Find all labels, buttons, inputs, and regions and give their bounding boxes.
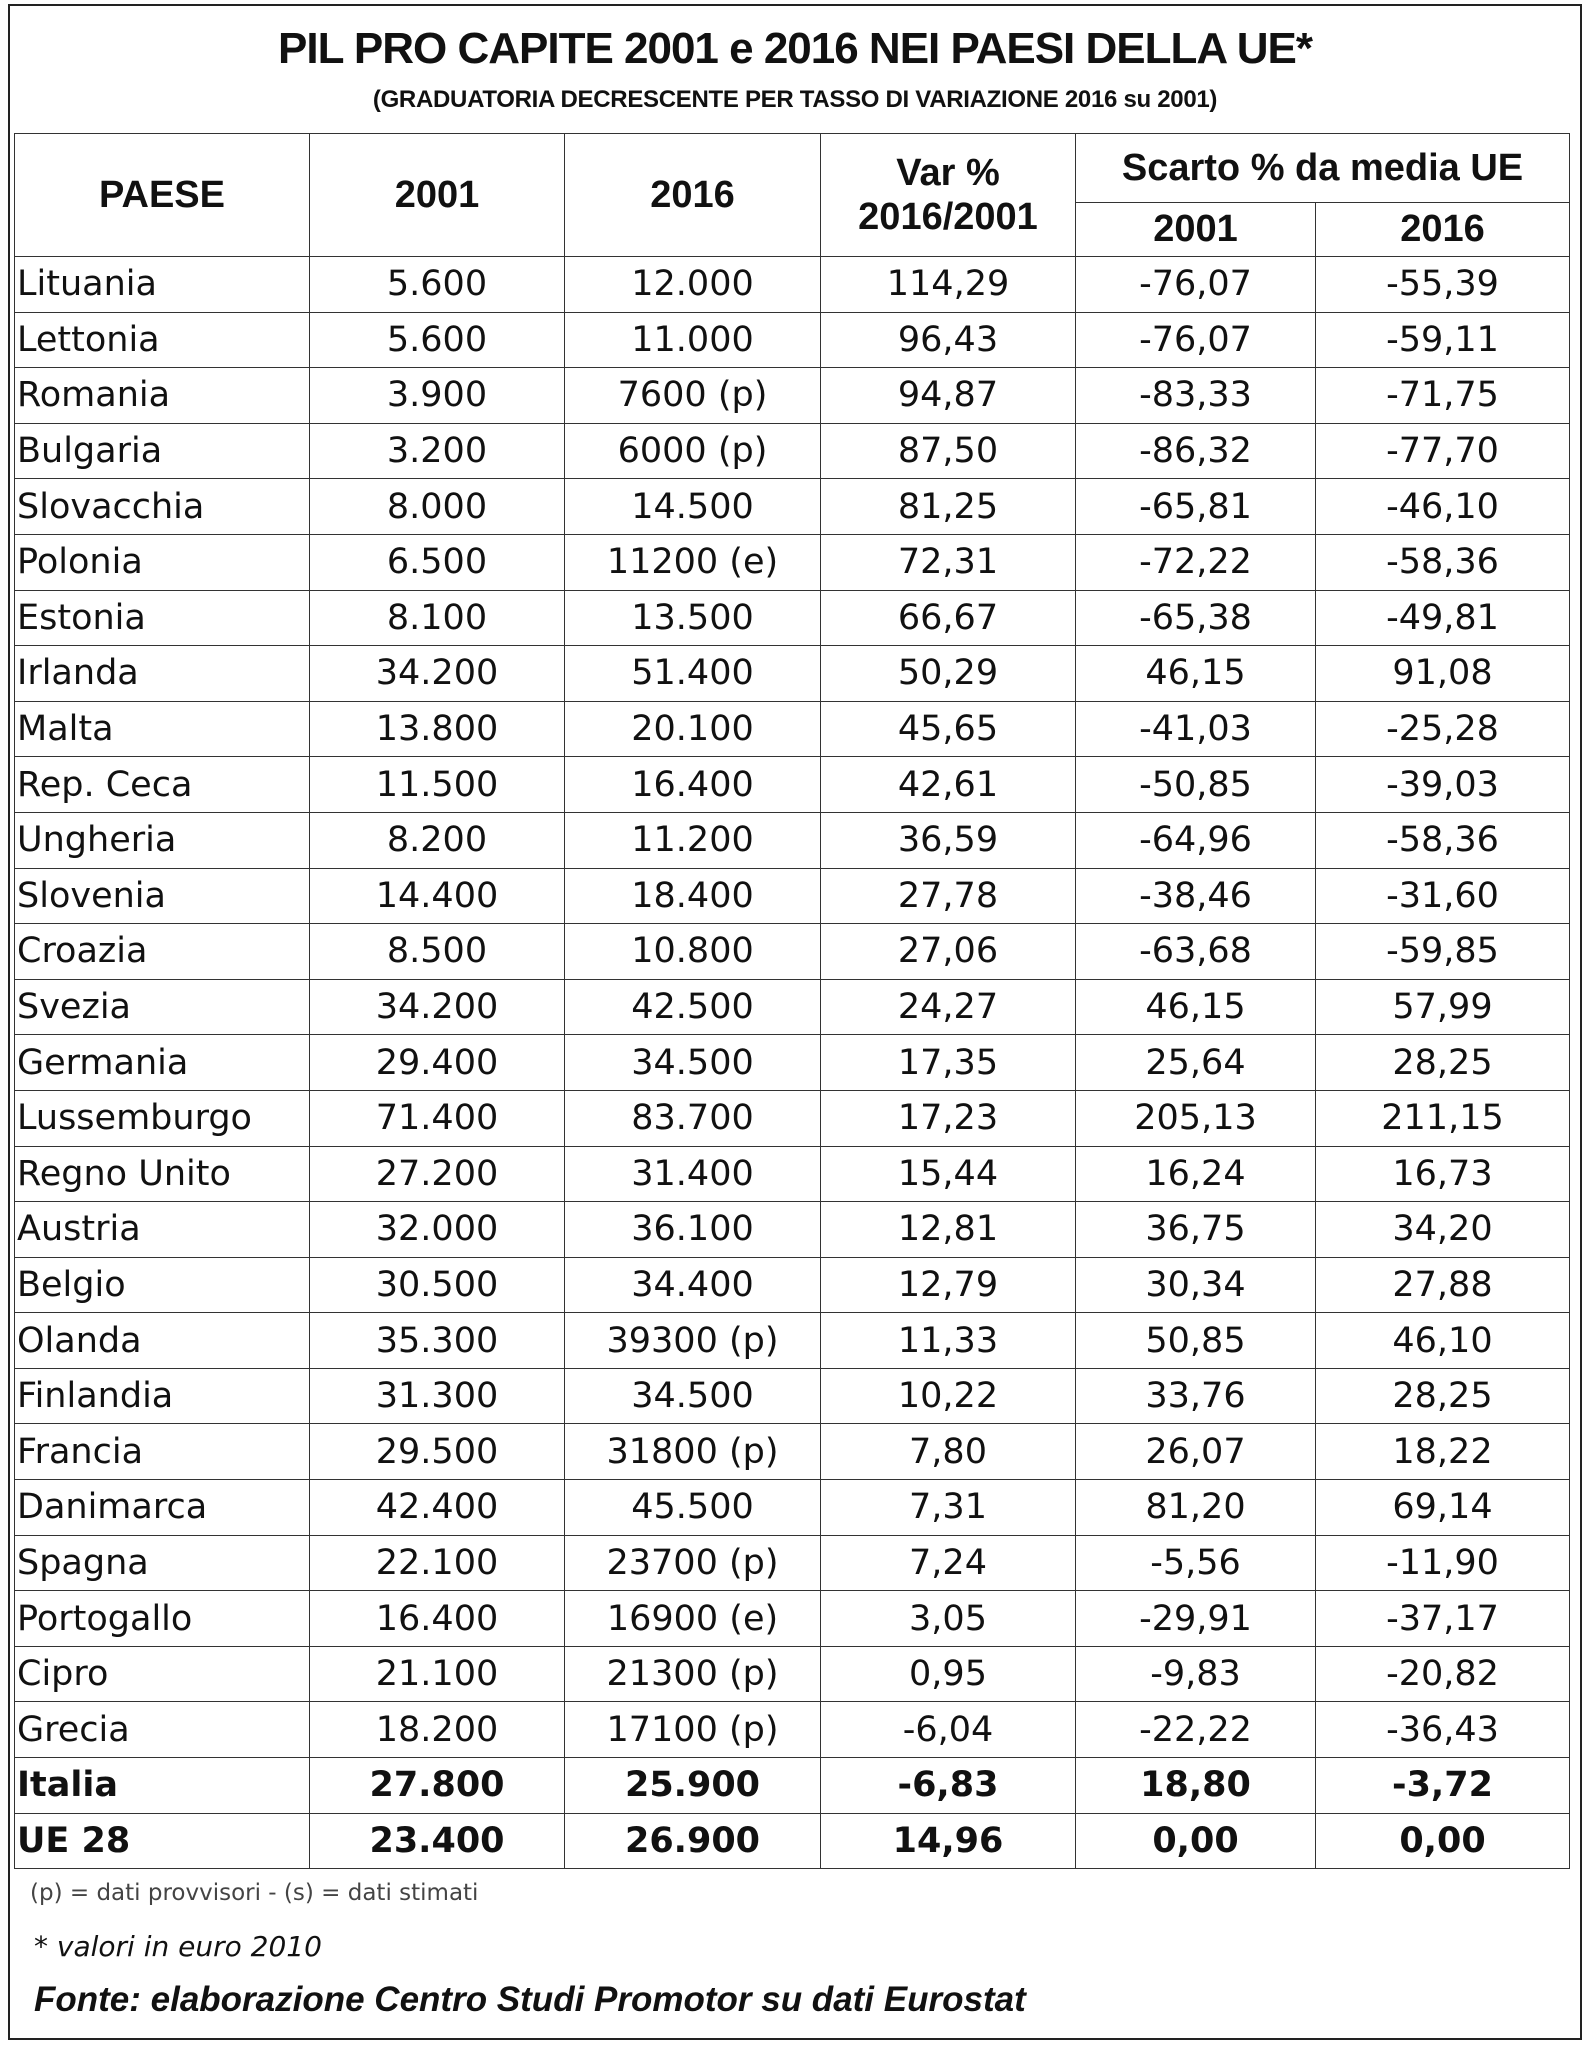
- cell-scarto-2001: -83,33: [1076, 368, 1316, 424]
- source-note: Fonte: elaborazione Centro Studi Promotor su dati Eurostat: [34, 1980, 1026, 2019]
- cell-var: 10,22: [821, 1368, 1076, 1424]
- header-var-line1: Var %: [896, 152, 1000, 194]
- table-row: [15, 979, 1570, 1035]
- cell-var: 42,61: [821, 757, 1076, 813]
- cell-scarto-2016: 27,88: [1316, 1257, 1570, 1313]
- cell-scarto-2001: 46,15: [1076, 979, 1316, 1035]
- header-2016: 2016: [565, 134, 821, 257]
- cell-paese: Finlandia: [15, 1368, 310, 1424]
- cell-var: 17,35: [821, 1035, 1076, 1091]
- cell-2016: 21300 (p): [565, 1646, 821, 1702]
- table-row: [15, 924, 1570, 980]
- page-title: PIL PRO CAPITE 2001 e 2016 NEI PAESI DELLA UE*: [278, 24, 1312, 73]
- table-row: [15, 1535, 1570, 1591]
- cell-2001: 23.400: [310, 1813, 565, 1869]
- header-scarto-2001: 2001: [1076, 203, 1316, 257]
- cell-2016: 17100 (p): [565, 1702, 821, 1758]
- cell-2016: 34.500: [565, 1035, 821, 1091]
- cell-var: 36,59: [821, 812, 1076, 868]
- cell-scarto-2016: 28,25: [1316, 1368, 1570, 1424]
- cell-scarto-2016: 34,20: [1316, 1202, 1570, 1258]
- footnote-currency: * valori in euro 2010: [34, 1930, 322, 1963]
- table-row: [15, 1035, 1570, 1091]
- cell-paese: Polonia: [15, 534, 310, 590]
- cell-scarto-2001: -72,22: [1076, 534, 1316, 590]
- cell-scarto-2016: -31,60: [1316, 868, 1570, 924]
- cell-2001: 16.400: [310, 1591, 565, 1647]
- cell-scarto-2016: -37,17: [1316, 1591, 1570, 1647]
- cell-2001: 34.200: [310, 979, 565, 1035]
- cell-scarto-2001: 46,15: [1076, 646, 1316, 702]
- cell-var: 11,33: [821, 1313, 1076, 1369]
- table-row: [15, 1368, 1570, 1424]
- table-row: [15, 1257, 1570, 1313]
- cell-scarto-2001: -65,38: [1076, 590, 1316, 646]
- cell-paese: Svezia: [15, 979, 310, 1035]
- cell-scarto-2001: -22,22: [1076, 1702, 1316, 1758]
- cell-paese: Slovacchia: [15, 479, 310, 535]
- cell-scarto-2001: 33,76: [1076, 1368, 1316, 1424]
- cell-scarto-2001: -63,68: [1076, 924, 1316, 980]
- cell-scarto-2001: -50,85: [1076, 757, 1316, 813]
- cell-var: 14,96: [821, 1813, 1076, 1869]
- cell-scarto-2016: -58,36: [1316, 812, 1570, 868]
- cell-var: -6,04: [821, 1702, 1076, 1758]
- table-row: [15, 423, 1570, 479]
- cell-scarto-2016: -71,75: [1316, 368, 1570, 424]
- table-row: [15, 812, 1570, 868]
- table-row: [15, 1424, 1570, 1480]
- table-row: [15, 1202, 1570, 1258]
- cell-2001: 5.600: [310, 312, 565, 368]
- cell-scarto-2016: 16,73: [1316, 1146, 1570, 1202]
- cell-var: 15,44: [821, 1146, 1076, 1202]
- cell-scarto-2001: -64,96: [1076, 812, 1316, 868]
- cell-paese: Slovenia: [15, 868, 310, 924]
- cell-paese: Spagna: [15, 1535, 310, 1591]
- cell-scarto-2016: -25,28: [1316, 701, 1570, 757]
- cell-var: 27,78: [821, 868, 1076, 924]
- cell-var: 81,25: [821, 479, 1076, 535]
- cell-var: -6,83: [821, 1758, 1076, 1814]
- table-row: [15, 757, 1570, 813]
- cell-2001: 8.100: [310, 590, 565, 646]
- cell-scarto-2016: 46,10: [1316, 1313, 1570, 1369]
- cell-2016: 25.900: [565, 1758, 821, 1814]
- cell-var: 114,29: [821, 257, 1076, 313]
- cell-2016: 42.500: [565, 979, 821, 1035]
- cell-2001: 18.200: [310, 1702, 565, 1758]
- cell-scarto-2001: -76,07: [1076, 312, 1316, 368]
- table-row: [15, 1146, 1570, 1202]
- cell-2016: 10.800: [565, 924, 821, 980]
- table-row: [15, 1313, 1570, 1369]
- cell-paese: Lituania: [15, 257, 310, 313]
- cell-paese: Olanda: [15, 1313, 310, 1369]
- cell-paese: Regno Unito: [15, 1146, 310, 1202]
- cell-scarto-2016: -11,90: [1316, 1535, 1570, 1591]
- gdp-table: [14, 133, 1570, 1869]
- cell-scarto-2001: 36,75: [1076, 1202, 1316, 1258]
- cell-paese: Grecia: [15, 1702, 310, 1758]
- cell-var: 12,79: [821, 1257, 1076, 1313]
- cell-scarto-2001: -9,83: [1076, 1646, 1316, 1702]
- cell-scarto-2001: 26,07: [1076, 1424, 1316, 1480]
- cell-scarto-2016: -55,39: [1316, 257, 1570, 313]
- page-subtitle: (GRADUATORIA DECRESCENTE PER TASSO DI VARIAZIONE 2016 su 2001): [372, 86, 1218, 113]
- cell-scarto-2001: -5,56: [1076, 1535, 1316, 1591]
- cell-scarto-2016: -49,81: [1316, 590, 1570, 646]
- cell-var: 0,95: [821, 1646, 1076, 1702]
- cell-2016: 51.400: [565, 646, 821, 702]
- cell-scarto-2016: 57,99: [1316, 979, 1570, 1035]
- table-row: [15, 1758, 1570, 1814]
- cell-scarto-2001: 16,24: [1076, 1146, 1316, 1202]
- cell-2016: 34.500: [565, 1368, 821, 1424]
- cell-2016: 16.400: [565, 757, 821, 813]
- cell-scarto-2001: 50,85: [1076, 1313, 1316, 1369]
- cell-2016: 83.700: [565, 1090, 821, 1146]
- cell-var: 50,29: [821, 646, 1076, 702]
- cell-paese: Belgio: [15, 1257, 310, 1313]
- cell-2016: 45.500: [565, 1480, 821, 1536]
- cell-scarto-2001: -65,81: [1076, 479, 1316, 535]
- cell-var: 7,80: [821, 1424, 1076, 1480]
- cell-scarto-2016: 18,22: [1316, 1424, 1570, 1480]
- cell-paese: Rep. Ceca: [15, 757, 310, 813]
- cell-2001: 29.400: [310, 1035, 565, 1091]
- cell-2016: 14.500: [565, 479, 821, 535]
- cell-2016: 11.000: [565, 312, 821, 368]
- cell-paese: Portogallo: [15, 1591, 310, 1647]
- cell-2001: 8.500: [310, 924, 565, 980]
- cell-var: 72,31: [821, 534, 1076, 590]
- cell-2016: 6000 (p): [565, 423, 821, 479]
- cell-scarto-2016: -58,36: [1316, 534, 1570, 590]
- cell-paese: Bulgaria: [15, 423, 310, 479]
- cell-var: 87,50: [821, 423, 1076, 479]
- cell-scarto-2016: 69,14: [1316, 1480, 1570, 1536]
- cell-2001: 8.200: [310, 812, 565, 868]
- cell-scarto-2016: -59,11: [1316, 312, 1570, 368]
- header-scarto-2016: 2016: [1316, 203, 1570, 257]
- cell-var: 12,81: [821, 1202, 1076, 1258]
- cell-paese: Francia: [15, 1424, 310, 1480]
- table-row: [15, 1480, 1570, 1536]
- cell-2001: 35.300: [310, 1313, 565, 1369]
- cell-var: 17,23: [821, 1090, 1076, 1146]
- cell-2001: 6.500: [310, 534, 565, 590]
- cell-paese: Malta: [15, 701, 310, 757]
- cell-2001: 31.300: [310, 1368, 565, 1424]
- cell-scarto-2016: 91,08: [1316, 646, 1570, 702]
- cell-scarto-2016: -3,72: [1316, 1758, 1570, 1814]
- cell-2001: 71.400: [310, 1090, 565, 1146]
- table-row: [15, 1090, 1570, 1146]
- cell-var: 27,06: [821, 924, 1076, 980]
- table-row: [15, 534, 1570, 590]
- table-row: [15, 868, 1570, 924]
- cell-scarto-2016: -77,70: [1316, 423, 1570, 479]
- cell-2001: 21.100: [310, 1646, 565, 1702]
- header-var: [821, 134, 1076, 257]
- table-row: [15, 312, 1570, 368]
- cell-paese: Danimarca: [15, 1480, 310, 1536]
- cell-2016: 34.400: [565, 1257, 821, 1313]
- cell-scarto-2016: 0,00: [1316, 1813, 1570, 1869]
- cell-scarto-2016: -59,85: [1316, 924, 1570, 980]
- cell-2001: 3.900: [310, 368, 565, 424]
- header-paese: PAESE: [15, 134, 310, 257]
- cell-2016: 7600 (p): [565, 368, 821, 424]
- cell-var: 7,24: [821, 1535, 1076, 1591]
- header-var-line2: 2016/2001: [858, 196, 1038, 238]
- cell-2001: 29.500: [310, 1424, 565, 1480]
- cell-2016: 36.100: [565, 1202, 821, 1258]
- cell-paese: Italia: [15, 1758, 310, 1814]
- cell-scarto-2016: -36,43: [1316, 1702, 1570, 1758]
- table-row: [15, 646, 1570, 702]
- cell-2016: 16900 (e): [565, 1591, 821, 1647]
- cell-2001: 42.400: [310, 1480, 565, 1536]
- cell-2001: 32.000: [310, 1202, 565, 1258]
- cell-var: 66,67: [821, 590, 1076, 646]
- table-body: [15, 257, 1570, 1869]
- footnote-legend: (p) = dati provvisori - (s) = dati stimati: [30, 1880, 479, 1906]
- cell-paese: Estonia: [15, 590, 310, 646]
- cell-scarto-2016: -46,10: [1316, 479, 1570, 535]
- cell-scarto-2001: -76,07: [1076, 257, 1316, 313]
- cell-paese: Lussemburgo: [15, 1090, 310, 1146]
- cell-scarto-2001: -29,91: [1076, 1591, 1316, 1647]
- cell-paese: Lettonia: [15, 312, 310, 368]
- cell-scarto-2001: 0,00: [1076, 1813, 1316, 1869]
- cell-scarto-2016: 211,15: [1316, 1090, 1570, 1146]
- table-row: [15, 1591, 1570, 1647]
- cell-scarto-2016: -39,03: [1316, 757, 1570, 813]
- cell-scarto-2001: -86,32: [1076, 423, 1316, 479]
- cell-paese: Austria: [15, 1202, 310, 1258]
- cell-scarto-2001: 30,34: [1076, 1257, 1316, 1313]
- cell-2016: 23700 (p): [565, 1535, 821, 1591]
- cell-scarto-2001: 205,13: [1076, 1090, 1316, 1146]
- cell-paese: Romania: [15, 368, 310, 424]
- cell-2016: 31.400: [565, 1146, 821, 1202]
- cell-2001: 27.800: [310, 1758, 565, 1814]
- table-row: [15, 479, 1570, 535]
- cell-paese: Cipro: [15, 1646, 310, 1702]
- cell-scarto-2001: 25,64: [1076, 1035, 1316, 1091]
- table-row: [15, 590, 1570, 646]
- cell-2001: 11.500: [310, 757, 565, 813]
- cell-2001: 5.600: [310, 257, 565, 313]
- cell-2001: 3.200: [310, 423, 565, 479]
- cell-scarto-2016: 28,25: [1316, 1035, 1570, 1091]
- cell-2016: 39300 (p): [565, 1313, 821, 1369]
- cell-2016: 11200 (e): [565, 534, 821, 590]
- cell-2016: 18.400: [565, 868, 821, 924]
- cell-2016: 26.900: [565, 1813, 821, 1869]
- table-row: [15, 1813, 1570, 1869]
- cell-scarto-2001: 81,20: [1076, 1480, 1316, 1536]
- cell-2001: 14.400: [310, 868, 565, 924]
- cell-scarto-2001: 18,80: [1076, 1758, 1316, 1814]
- cell-paese: UE 28: [15, 1813, 310, 1869]
- table-row: [15, 368, 1570, 424]
- cell-var: 96,43: [821, 312, 1076, 368]
- cell-var: 7,31: [821, 1480, 1076, 1536]
- cell-paese: Irlanda: [15, 646, 310, 702]
- cell-var: 45,65: [821, 701, 1076, 757]
- cell-paese: Ungheria: [15, 812, 310, 868]
- cell-scarto-2001: -38,46: [1076, 868, 1316, 924]
- cell-var: 24,27: [821, 979, 1076, 1035]
- cell-paese: Croazia: [15, 924, 310, 980]
- table-row: [15, 257, 1570, 313]
- cell-2016: 11.200: [565, 812, 821, 868]
- cell-2001: 22.100: [310, 1535, 565, 1591]
- table-row: [15, 701, 1570, 757]
- cell-var: 94,87: [821, 368, 1076, 424]
- cell-2016: 13.500: [565, 590, 821, 646]
- cell-scarto-2016: -20,82: [1316, 1646, 1570, 1702]
- cell-2001: 27.200: [310, 1146, 565, 1202]
- cell-2016: 31800 (p): [565, 1424, 821, 1480]
- cell-2001: 34.200: [310, 646, 565, 702]
- cell-paese: Germania: [15, 1035, 310, 1091]
- cell-2001: 13.800: [310, 701, 565, 757]
- table-row: [15, 1702, 1570, 1758]
- cell-2001: 8.000: [310, 479, 565, 535]
- cell-2016: 20.100: [565, 701, 821, 757]
- header-scarto: Scarto % da media UE: [1076, 134, 1570, 203]
- table-row: [15, 1646, 1570, 1702]
- cell-var: 3,05: [821, 1591, 1076, 1647]
- cell-scarto-2001: -41,03: [1076, 701, 1316, 757]
- cell-2016: 12.000: [565, 257, 821, 313]
- cell-2001: 30.500: [310, 1257, 565, 1313]
- header-2001: 2001: [310, 134, 565, 257]
